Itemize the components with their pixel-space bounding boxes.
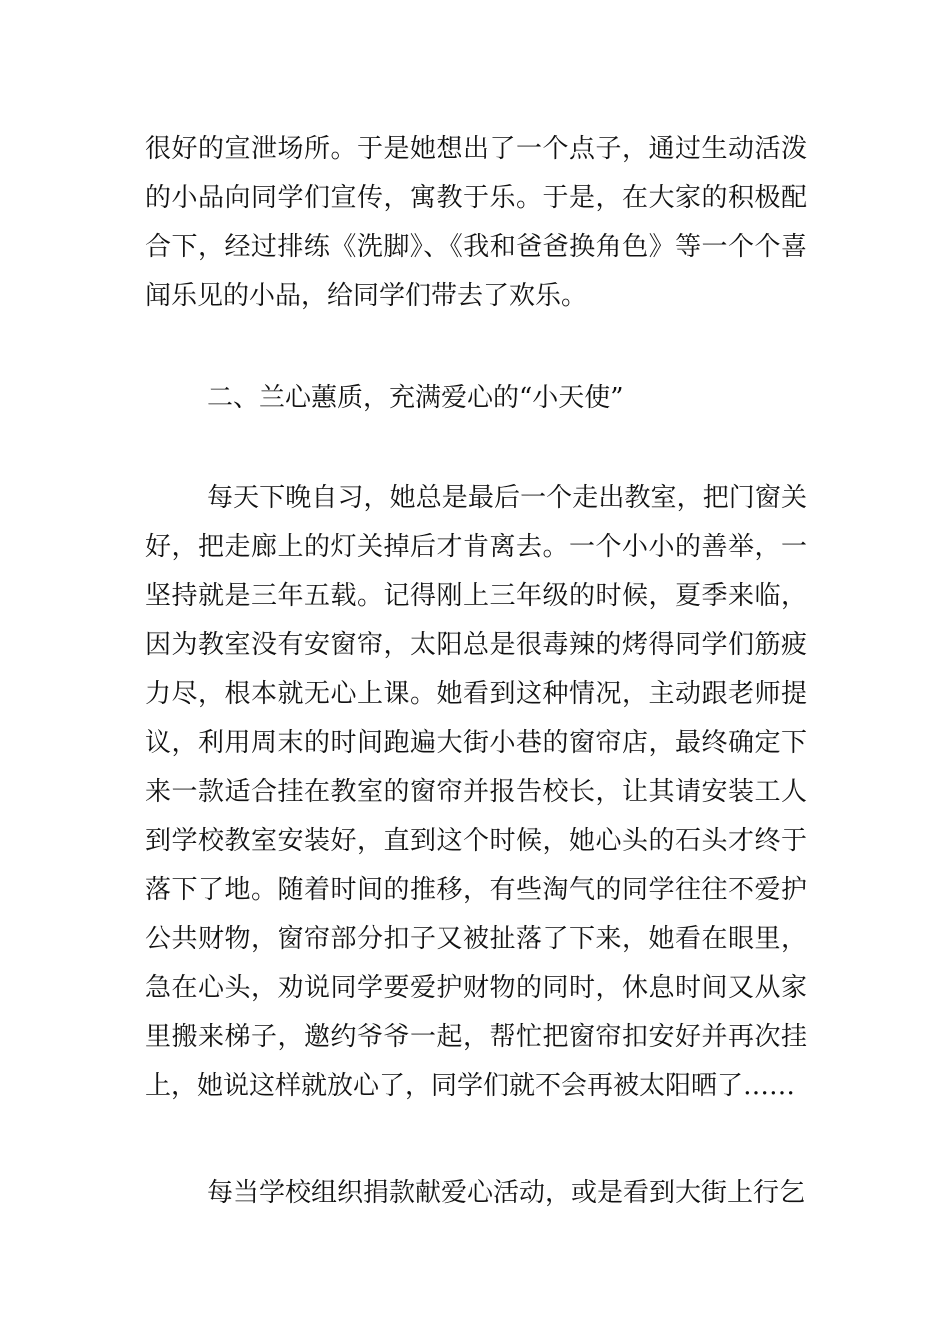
paragraph-continuation: 很好的宣泄场所。于是她想出了一个点子，通过生动活泼的小品向同学们宣传，寓教于乐。于是，在大家的积极配合下，经过排练《洗脚》、《我和爸爸换角色》等一个个喜闻乐见的小品，给同学们带去了欢乐。 xyxy=(145,134,807,311)
section-heading: 二、兰心蕙质，充满爱心的“小天使” xyxy=(207,383,624,413)
paragraph-donation: 每当学校组织捐款献爱心活动，或是看到大街上行乞 xyxy=(207,1178,806,1208)
paragraph-window-curtain: 每天下晚自习，她总是最后一个走出教室，把门窗关好，把走廊上的灯关掉后才肯离去。一个小小的善举，一坚持就是三年五载。记得刚上三年级的时候，夏季来临，因为教室没有安窗帘，太阳总是很毒辣的烤得同学们筋疲力尽，根本就无心上课。她看到这种情况，主动跟老师提议，利用周末的时间跑遍大街小巷的窗帘店，最终确定下来一款适合挂在教室的窗帘并报告校长，让其请安装工人到学校教室安装好，直到这个时候，她心头的石头才终于落下了地。随着时间的推移，有些淘气的同学往往不爱护公共财物，窗帘部分扣子又被扯落了下来，她看在眼里，急在心头，劝说同学要爱护财物的同时，休息时间又从家里搬来梯子，邀约爷爷一起，帮忙把窗帘扣安好并再次挂上，她说这样就放心了，同学们就不会再被太阳晒了…… xyxy=(145,483,807,1101)
